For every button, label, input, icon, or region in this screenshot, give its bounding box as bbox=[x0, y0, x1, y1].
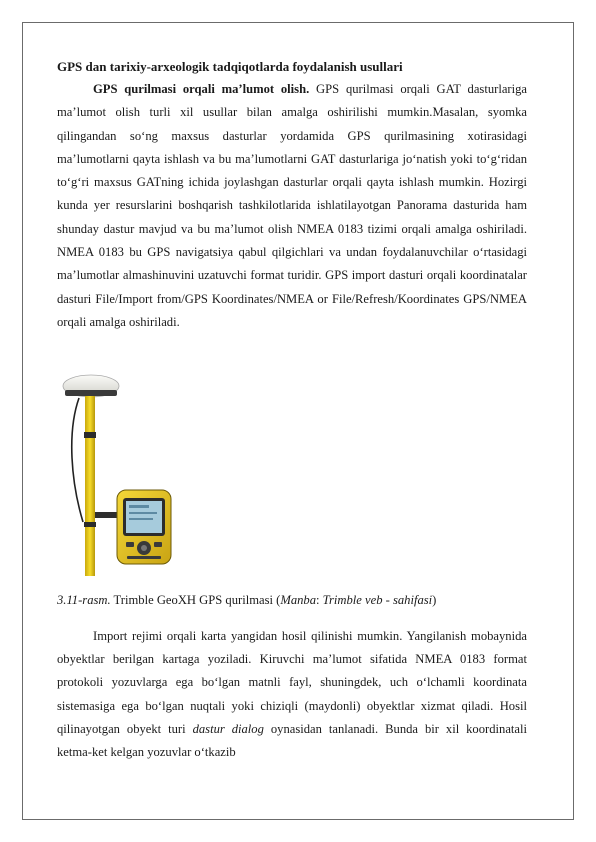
antenna-base bbox=[65, 390, 117, 396]
gps-device-illustration bbox=[57, 372, 207, 577]
caption-source: Trimble veb - sahifasi bbox=[322, 593, 433, 607]
paragraph-2-italic: dastur dialog bbox=[192, 721, 264, 736]
handheld-device bbox=[117, 490, 171, 564]
paragraph-2 bbox=[57, 625, 527, 764]
caption-number: 3.11-rasm. bbox=[57, 593, 111, 607]
paragraph-2-text-a: Import rejimi orqali karta yangidan hosil qilinishi mumkin. Yangilanish mobaynida obyektlar berilgan kartaga yoziladi. Kiruvchi ma’lumot sifatida NMEA 0183 format protokoli yozuvlarga ega bo‘lgan matnli fayl, shuningdek, uch o‘lchamli koordinata sistemasiga ega bo‘lgan nuqtali yoki chiziqli (maydonli) obyektlar xizmat qiladi. Hosil qilinayotgan obyekt turi bbox=[57, 629, 527, 736]
paragraph-1-text: GPS qurilmasi orqali GAT dasturlariga ma’lumot olish turli xil usullar bilan amalga oshirilishi mumkin.Masalan, syomka qilingandan so‘ng maxsus dasturlar yordamida GPS qurilmasining xotirasidagi ma’lumotlarni qayta ishlash va bu ma’lumotlarni GAT dasturlariga jo‘natish yoki to‘g‘ridan to‘g‘ri maxsus GATning ichida joylashgan dasturlar orqali qayta ishlash mumkin. Hozirgi kunda yer resurslarini boshqarish tashkilotlarida ishlatilayotgan Panorama dasturida ham shunday dastur mavjud va bu ma’lumot olish NMEA 0183 tizimi orqali amalga oshiriladi. NMEA 0183 bu GPS navigatsiya qabul qilgichlari va undan foydalanuvchilar o‘rtasidagi ma’lumotlar almashinuvini uzatuvchi format turidir. GPS import dasturi orqali koordinatalar dasturi File/Import from/GPS Koordinates/NMEA or File/Refresh/Koordinates GPS/NMEA orqali amalga oshiriladi. bbox=[57, 82, 527, 329]
caption-text: Trimble GeoXH GPS qurilmasi ( bbox=[110, 593, 281, 607]
antenna-cable bbox=[72, 398, 83, 522]
paragraph-1 bbox=[57, 78, 527, 334]
gps-device-photo bbox=[57, 372, 207, 577]
paragraph-1-lead: GPS qurilmasi orqali ma’lumot olish. bbox=[93, 82, 310, 96]
text-block-bottom bbox=[57, 625, 527, 764]
paragraph-2-text-b: oynasidan tanlanadi. Bunda bir xil koordinatali ketma-ket kelgan yozuvlar o‘tkazib bbox=[57, 721, 527, 760]
caption-source-label: Manba bbox=[280, 593, 317, 607]
section-title: GPS dan tarixiy-arxeologik tadqiqotlarda foydalanish usullari bbox=[57, 59, 403, 74]
survey-pole bbox=[85, 396, 95, 576]
caption-colon: : bbox=[316, 593, 323, 607]
figure-caption bbox=[57, 591, 527, 609]
text-block-top bbox=[57, 56, 527, 334]
caption-close: ) bbox=[432, 593, 437, 607]
